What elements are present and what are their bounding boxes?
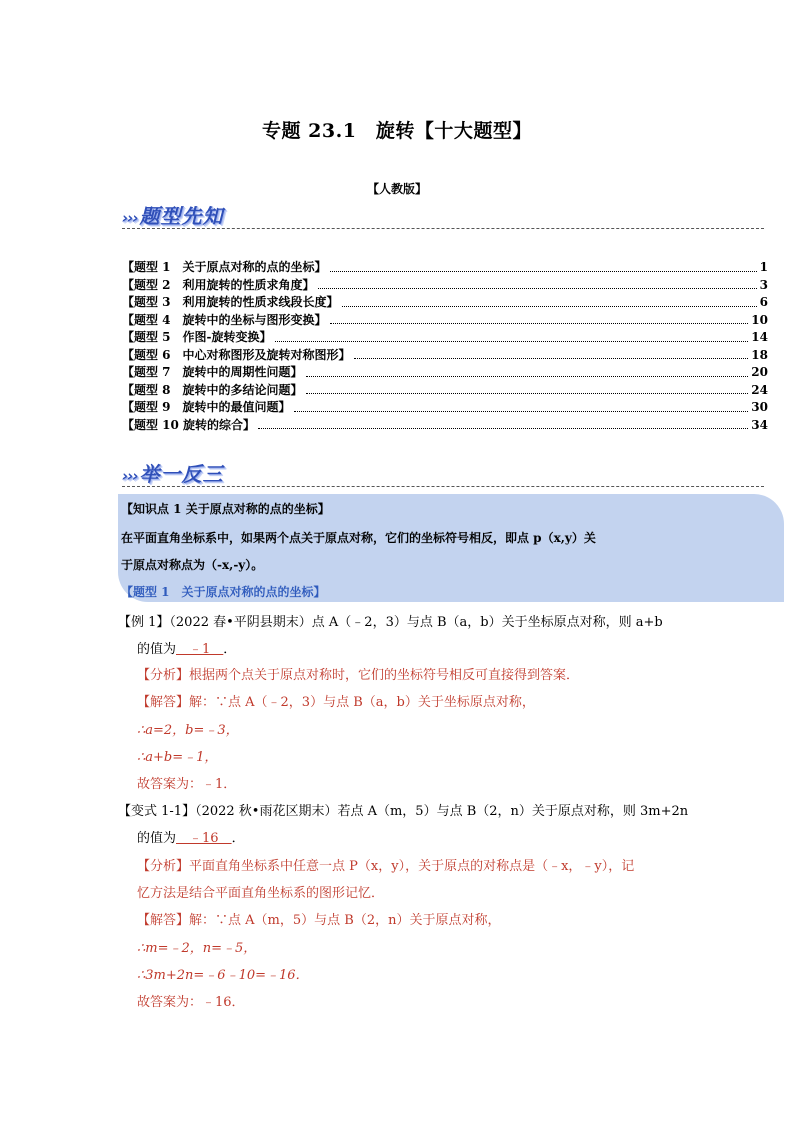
toc-leader — [294, 411, 749, 412]
solution-text: 解：∵点 A（m，5）与点 B（2，n）关于原点对称， — [189, 913, 501, 928]
toc-page: 24 — [751, 382, 768, 397]
toc-label: 【题型 2 利用旋转的性质求角度】 — [122, 277, 315, 292]
analysis-tag: 【分析】 — [137, 668, 190, 683]
toc-row[interactable] — [122, 294, 768, 312]
example1-question-line2 — [137, 638, 236, 657]
knowledge-heading: 【知识点 1 关于原点对称的点的坐标】 — [121, 502, 330, 516]
example1-analysis — [137, 664, 579, 683]
toc-row[interactable] — [122, 382, 768, 400]
toc-leader — [306, 393, 749, 394]
toc-page: 18 — [751, 347, 768, 362]
edition-label: 【人教版】 — [366, 182, 427, 196]
banner-arrows-icon: ››› — [122, 209, 138, 227]
toc-label: 【题型 10 旋转的综合】 — [122, 417, 256, 432]
toc-page: 20 — [751, 365, 768, 379]
banner-text: 题型先知 — [139, 204, 224, 228]
answer-blank: ﹣1 — [176, 642, 224, 657]
banner-arrows-icon: ››› — [122, 467, 138, 485]
toc-leader — [275, 341, 749, 342]
banner-text: 举一反三 — [139, 462, 224, 486]
variant1-analysis — [137, 855, 634, 874]
toc-page: 30 — [751, 400, 768, 414]
toc-label: 【题型 9 旋转中的最值问题】 — [122, 400, 291, 414]
toc-row[interactable] — [122, 364, 768, 382]
toc-leader — [342, 306, 757, 307]
variant1-analysis-line2: 忆方法是结合平面直角坐标系的图形记忆． — [137, 886, 385, 901]
toc-leader — [318, 288, 757, 289]
example1-step1: ∴a=2，b=﹣3， — [137, 723, 239, 738]
toc-row[interactable] — [122, 312, 768, 330]
toc-label: 【题型 7 旋转中的周期性问题】 — [122, 365, 303, 379]
toc-page: 10 — [751, 312, 768, 327]
variant1-final: 故答案为：﹣16． — [137, 995, 245, 1010]
variant1-step2: ∴3m+2n=﹣6﹣10=﹣16． — [137, 968, 309, 983]
example1-solution — [137, 691, 535, 710]
question-type-heading: 【题型 1 关于原点对称的点的坐标】 — [121, 585, 326, 599]
section-divider — [122, 486, 764, 487]
section-banner-practice — [122, 458, 224, 487]
section-divider — [122, 228, 764, 229]
solution-tag: 【解答】 — [137, 695, 190, 710]
toc-row[interactable] — [122, 329, 768, 347]
page-title: 专题 23.1 旋转【十大题型】 — [262, 120, 532, 142]
toc-page: 3 — [759, 277, 768, 292]
table-of-contents — [122, 259, 768, 434]
toc-label: 【题型 6 中心对称图形及旋转对称图形】 — [122, 347, 351, 362]
answer-blank: ﹣16 — [176, 831, 232, 846]
toc-leader — [354, 358, 749, 359]
variant1-step1: ∴m=﹣2，n=﹣5， — [137, 941, 257, 956]
toc-row[interactable] — [122, 347, 768, 365]
toc-label: 【题型 3 利用旋转的性质求线段长度】 — [122, 295, 339, 309]
toc-page: 34 — [751, 417, 768, 432]
analysis-text: 根据两个点关于原点对称时，它们的坐标符号相反可直接得到答案． — [189, 668, 580, 683]
example1-question: 【例 1】（2022 春•平阴县期末）点 A（﹣2，3）与点 B（a，b）关于坐标原点对称，则 a+b — [118, 615, 663, 630]
toc-leader — [330, 323, 749, 324]
toc-label: 【题型 4 旋转中的坐标与图形变换】 — [122, 312, 327, 327]
section-banner-overview — [122, 200, 224, 229]
variant1-question-line2 — [137, 827, 245, 846]
solution-text: 解：∵点 A（﹣2，3）与点 B（a，b）关于坐标原点对称， — [189, 695, 535, 710]
toc-page: 1 — [759, 260, 768, 274]
toc-row[interactable] — [122, 277, 768, 295]
solution-tag: 【解答】 — [137, 913, 190, 928]
toc-label: 【题型 1 关于原点对称的点的坐标】 — [122, 260, 327, 274]
example1-final: 故答案为：﹣1． — [137, 777, 237, 792]
variant1-solution — [137, 909, 500, 928]
toc-row[interactable] — [122, 417, 768, 435]
toc-label: 【题型 5 作图-旋转变换】 — [122, 330, 272, 344]
example1-step2: ∴a+b=﹣1， — [137, 750, 218, 765]
analysis-tag: 【分析】 — [137, 859, 190, 874]
q-suffix: ． — [223, 642, 237, 657]
q-suffix: ． — [231, 831, 245, 846]
variant1-question: 【变式 1-1】（2022 秋•雨花区期末）若点 A（m，5）与点 B（2，n）关于原点对称，则 3m+2n — [118, 804, 689, 819]
q-prefix: 的值为 — [137, 642, 177, 657]
knowledge-text-line2: 于原点对称点为（-x,-y）。 — [121, 558, 264, 572]
toc-page: 14 — [751, 330, 768, 344]
toc-page: 6 — [759, 295, 768, 309]
toc-row[interactable] — [122, 259, 768, 277]
analysis-text: 平面直角坐标系中任意一点 P（x，y），关于原点的对称点是（﹣x，﹣y），记 — [189, 859, 635, 874]
knowledge-text-line1: 在平面直角坐标系中，如果两个点关于原点对称，它们的坐标符号相反，即点 p（x,y）关 — [121, 531, 596, 545]
toc-leader — [330, 271, 757, 272]
toc-row[interactable] — [122, 399, 768, 417]
toc-leader — [306, 376, 749, 377]
q-prefix: 的值为 — [137, 831, 177, 846]
toc-leader — [258, 428, 748, 429]
toc-label: 【题型 8 旋转中的多结论问题】 — [122, 382, 303, 397]
